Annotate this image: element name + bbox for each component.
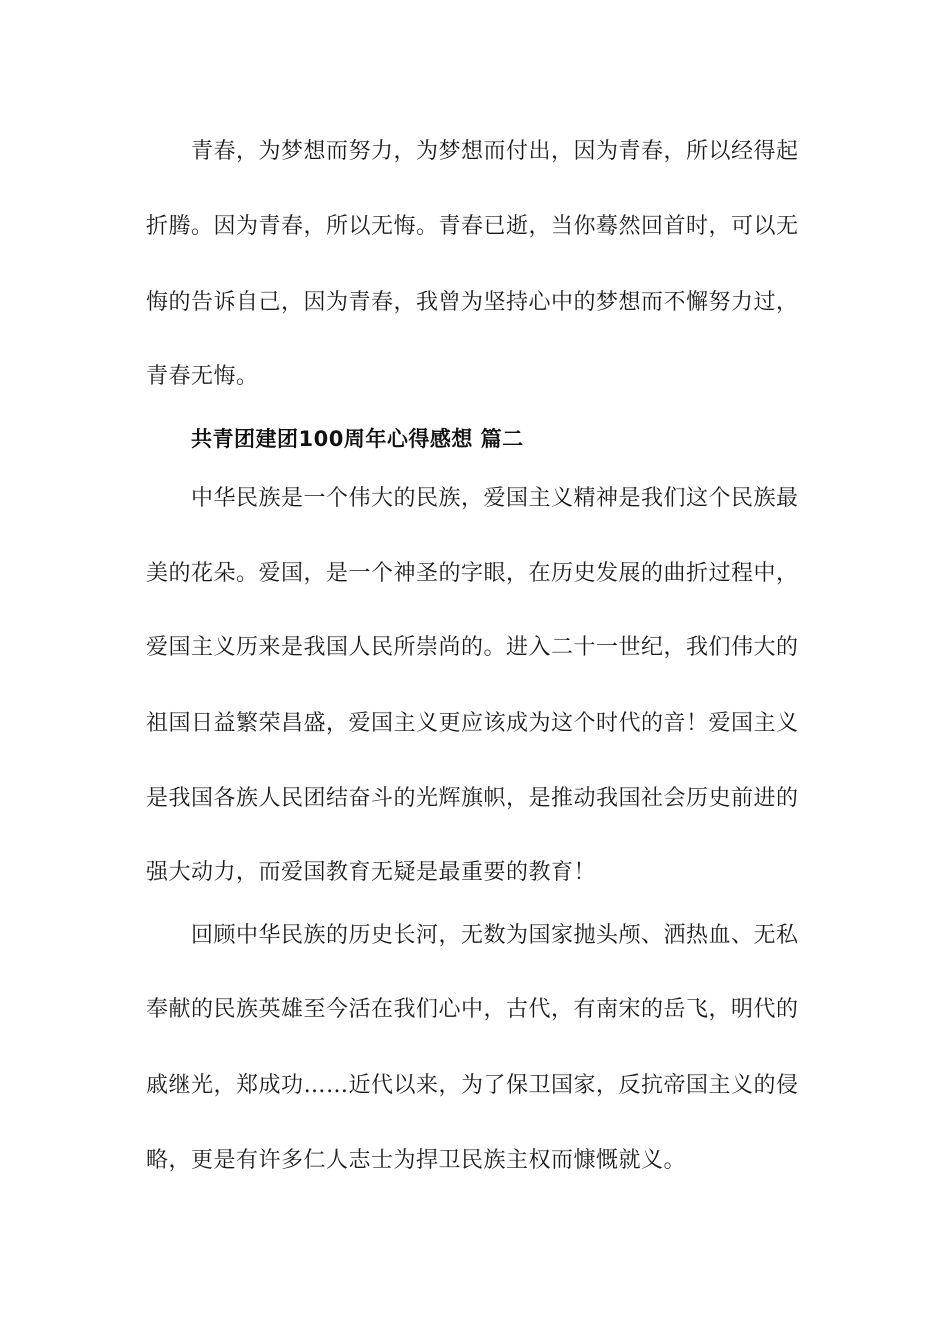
paragraph-line: 中华民族是一个伟大的民族，爱国主义精神是我们这个民族最 — [191, 486, 799, 511]
paragraph-line: 回顾中华民族的历史长河，无数为国家抛头颅、洒热血、无私 — [191, 923, 799, 948]
section-heading: 共青团建团100周年心得感想 篇二 — [191, 427, 524, 451]
paragraph-line: 祖国日益繁荣昌盛，爱国主义更应该成为这个时代的音！爱国主义 — [146, 711, 799, 736]
paragraph-line: 爱国主义历来是我国人民所崇尚的。进入二十一世纪，我们伟大的 — [146, 635, 799, 660]
paragraph-line: 略，更是有许多仁人志士为捍卫民族主权而慷慨就义。 — [146, 1148, 687, 1173]
paragraph-line: 是我国各族人民团结奋斗的光辉旗帜，是推动我国社会历史前进的 — [146, 786, 799, 811]
paragraph-line: 折腾。因为青春，所以无悔。青春已逝，当你蓦然回首时，可以无 — [146, 214, 799, 239]
paragraph-line: 青春无悔。 — [146, 364, 259, 389]
paragraph-line: 戚继光，郑成功……近代以来，为了保卫国家，反抗帝国主义的侵 — [146, 1073, 799, 1098]
paragraph-line: 奉献的民族英雄至今活在我们心中，古代，有南宋的岳飞，明代的 — [146, 997, 799, 1022]
paragraph-line: 美的花朵。爱国，是一个神圣的字眼，在历史发展的曲折过程中， — [146, 561, 799, 586]
paragraph-line: 悔的告诉自己，因为青春，我曾为坚持心中的梦想而不懈努力过， — [146, 290, 799, 315]
paragraph-line: 强大动力，而爱国教育无疑是最重要的教育！ — [146, 860, 597, 885]
paragraph-line: 青春，为梦想而努力，为梦想而付出，因为青春，所以经得起 — [191, 139, 799, 164]
